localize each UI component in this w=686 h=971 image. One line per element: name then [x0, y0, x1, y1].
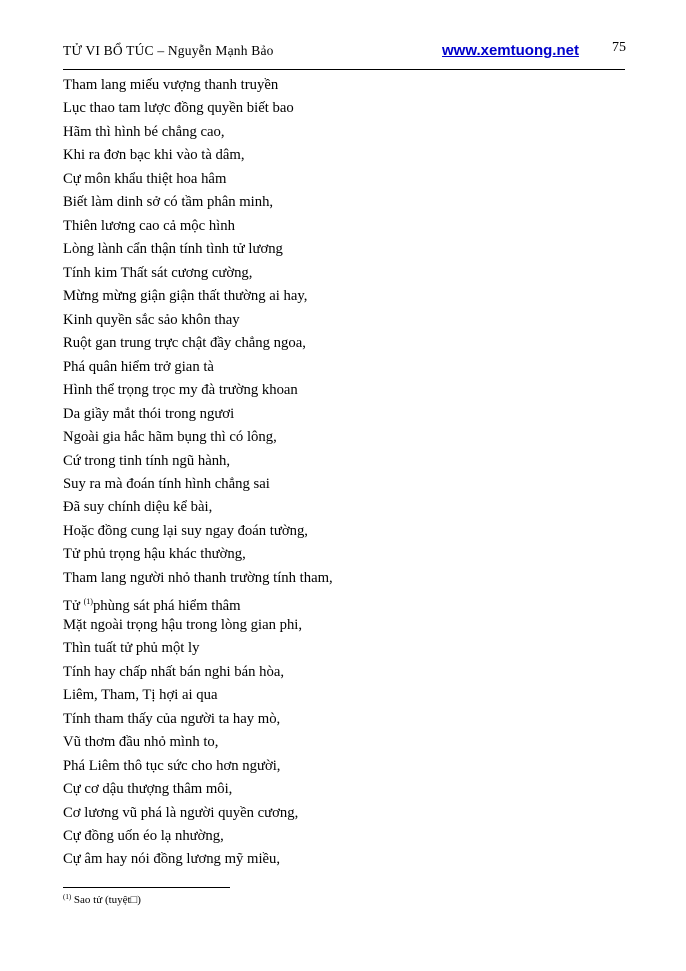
verse-line: Thìn tuất tử phủ một ly	[63, 640, 200, 657]
verse-line: Biết làm dinh sở có tầm phân minh,	[63, 194, 274, 211]
verse-line: Hình thể trọng trọc my đà trường khoan	[63, 382, 298, 399]
verse-line: Lục thao tam lược đồng quyền biết bao	[63, 100, 294, 117]
verse-line: Ruột gan trung trực chật đầy chẳng ngoa,	[63, 335, 306, 352]
line-text-after: phùng sát phá hiểm thâm	[92, 598, 241, 615]
page-header	[63, 40, 626, 64]
verse-line: Tham lang miếu vượng thanh truyền	[63, 77, 279, 93]
footnote-marker: (1)	[63, 893, 72, 901]
verse-line: Lòng lành cẩn thận tính tình tử lương	[63, 241, 283, 258]
footnote-marker: (1)	[83, 597, 93, 607]
verse-text	[63, 74, 333, 872]
header-rule	[63, 69, 625, 70]
verse-line: Mừng mừng giận giận thất thường ai hay,	[63, 288, 308, 305]
verse-line: Cự cơ dậu thượng thâm môi,	[63, 781, 233, 798]
verse-line: Khi ra đơn bạc khi vào tà dâm,	[63, 147, 245, 164]
verse-line: Cứ trong tinh tính ngũ hành,	[63, 452, 231, 469]
verse-line: Vũ thơm đầu nhỏ mình to,	[63, 734, 219, 751]
verse-line-with-footnote	[63, 590, 333, 613]
verse-line: Phá quân hiểm trở gian tà	[63, 358, 214, 375]
footnote-rule	[63, 887, 230, 888]
verse-line: Thiên lương cao cả mộc hình	[63, 217, 235, 234]
verse-line: Ngoài gia hắc hãm bụng thì có lông,	[63, 429, 277, 446]
verse-line: Cự đồng uốn éo lạ nhường,	[63, 828, 224, 844]
verse-line: Mặt ngoài trọng hậu trong lòng gian phi,	[63, 616, 303, 633]
verse-line: Liêm, Tham, Tị hợi ai qua	[63, 687, 218, 704]
verse-line: Cơ lương vũ phá là người quyền cương,	[63, 804, 299, 821]
verse-line: Tính kim Thất sát cương cường,	[63, 264, 253, 281]
website-link[interactable]: www.xemtuong.net	[442, 42, 579, 59]
footnote	[63, 893, 141, 906]
page-number: 75	[612, 40, 626, 55]
verse-line: Cự âm hay nói đồng lương mỹ miều,	[63, 851, 281, 868]
verse-line: Kinh quyền sắc sảo khôn thay	[63, 311, 240, 328]
verse-line: Phá Liêm thô tục sức cho hơn người,	[63, 757, 281, 774]
footnote-text: Sao tử (tuyệt□)	[71, 894, 141, 906]
verse-line: Tính tham thấy của người ta hay mò,	[63, 710, 281, 727]
verse-line: Tử phủ trọng hậu khác thường,	[63, 546, 246, 563]
verse-line: Hoặc đồng cung lại suy ngay đoán tường,	[63, 522, 308, 539]
verse-line: Tính hay chấp nhất bán nghi bán hòa,	[63, 663, 285, 680]
line-text-before: Tử	[63, 598, 84, 615]
verse-line: Da giầy mắt thói trong ngươi	[63, 405, 235, 422]
verse-line: Đã suy chính diệu kể bài,	[63, 499, 213, 516]
verse-line: Hãm thì hình bé chẳng cao,	[63, 123, 225, 140]
verse-line: Tham lang người nhỏ thanh trường tính tham,	[63, 569, 333, 586]
running-title: TỬ VI BỔ TÚC – Nguyễn Mạnh Bảo	[63, 43, 274, 58]
verse-line: Cự môn khẩu thiệt hoa hâm	[63, 170, 227, 187]
verse-line: Suy ra mà đoán tính hình chẳng sai	[63, 475, 270, 492]
